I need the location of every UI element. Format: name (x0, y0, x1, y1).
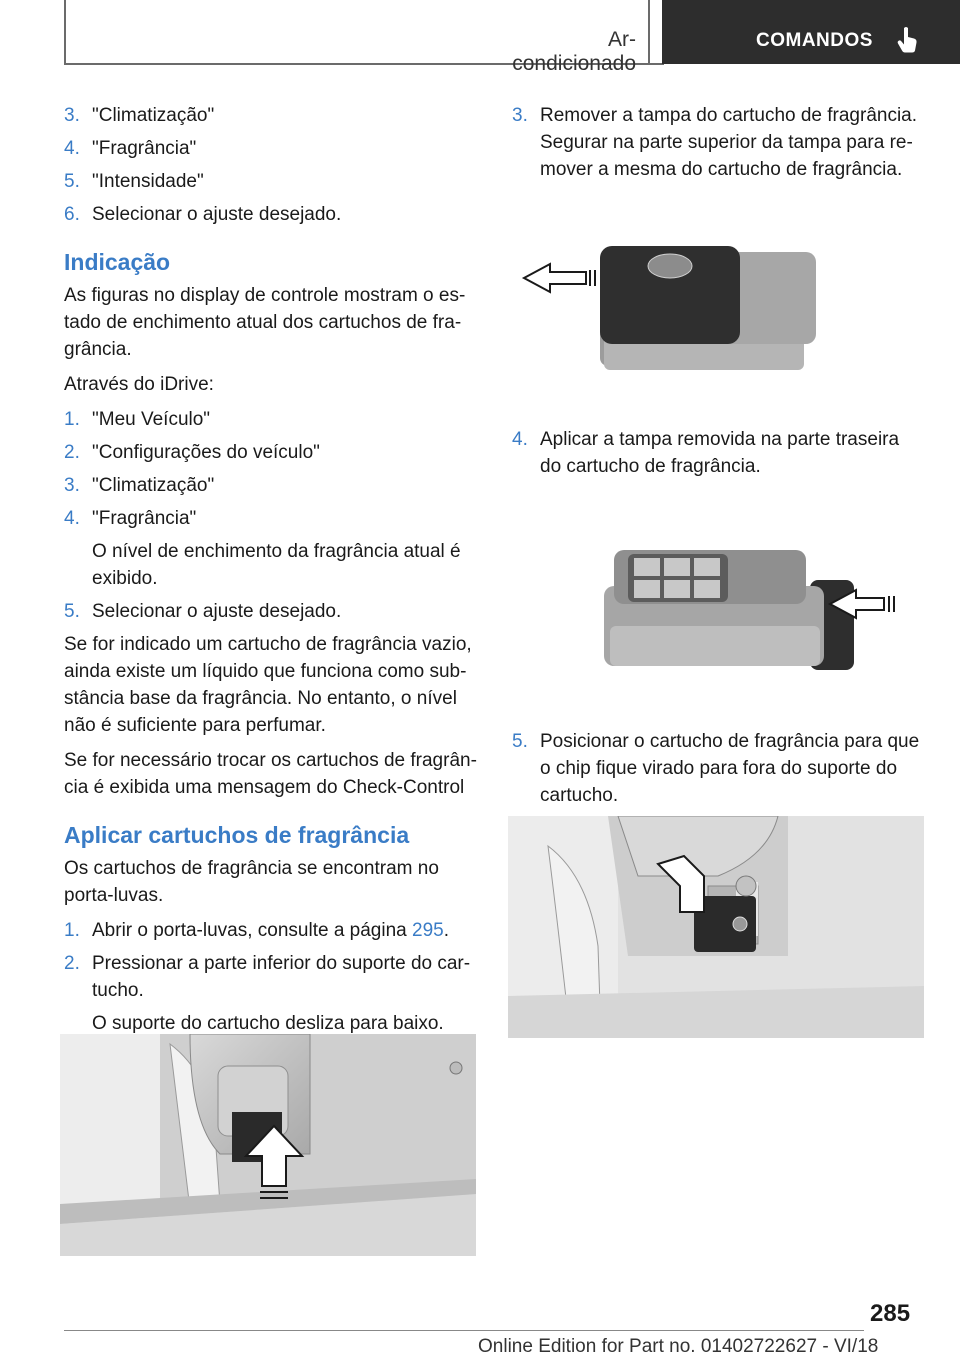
paragraph: Se for indicado um cartucho de fragrância vazio, ainda existe um líquido que funciona como substância base da fragrância. No entanto, o nível não é suficiente para perfumar. (64, 634, 472, 736)
page-reference-link[interactable]: 295 (412, 920, 444, 941)
header-rule-left (64, 0, 66, 64)
paragraph: Os cartuchos de fragrância se encontram no porta-luvas. (64, 858, 439, 906)
footer-edition: Online Edition for Part no. 01402722627 - VI/18 (478, 1336, 879, 1357)
list-item: 5. "Intensidade" (64, 171, 204, 192)
hand-pointer-icon (896, 26, 920, 54)
right-column-step5 (512, 728, 924, 815)
paragraph: As figuras no display de controle mostram o estado de enchimento atual dos cartuchos de fragrância. (64, 285, 466, 360)
heading-aplicar-cartuchos: Aplicar cartuchos de fragrância (64, 822, 410, 848)
list-item: 6. Selecionar o ajuste desejado. (64, 204, 342, 225)
left-column (64, 102, 478, 1043)
list-item: 4. "Fragrância" (64, 138, 197, 159)
list-item: 4. Aplicar a tampa removida na parte traseira do cartucho de fragrância. (512, 429, 900, 477)
list-item: 3. "Climatização" (64, 105, 215, 126)
cartridge-cap-removal-illustration (520, 238, 820, 374)
list-item: 2. "Configurações do veículo" (64, 442, 320, 463)
steps-list-a (64, 102, 478, 228)
list-item: 1. "Meu Veículo" (64, 409, 211, 430)
list-item: 3. "Climatização" (64, 475, 215, 496)
cartridge-positioning-illustration (508, 816, 924, 1038)
paragraph: Se for necessário trocar os cartuchos de fragrância é exibida uma mensagem do Check-Control (64, 750, 477, 798)
header-rule-divider (648, 0, 650, 64)
steps-list-c (64, 917, 478, 1037)
glovebox-holder-illustration (60, 1034, 476, 1256)
right-column (512, 102, 924, 189)
right-column-step4 (512, 426, 924, 486)
header-chapter-label: COMANDOS (756, 30, 873, 51)
list-item: 3. Remover a tampa do cartucho de fragrância. Segurar na parte superior da tampa para remover a mesma do cartucho de fragrância. (512, 105, 918, 180)
list-item: 1. Abrir o porta-luvas, consulte a página 295. (64, 920, 449, 941)
list-item: 2. Pressionar a parte inferior do suporte do cartucho. (64, 953, 471, 1001)
list-item: 4. "Fragrância" (64, 508, 197, 529)
list-item-note: O suporte do cartucho desliza para baixo. (92, 1013, 444, 1034)
heading-indicacao: Indicação (64, 249, 171, 275)
header-section-title: Ar-condicionado (512, 28, 636, 75)
cartridge-cap-apply-illustration (600, 546, 900, 676)
list-item-note: O nível de enchimento da fragrância atual é exibido. (92, 541, 461, 589)
footer-rule (64, 1330, 864, 1331)
steps-list-b (64, 406, 478, 625)
list-item: 5. Posicionar o cartucho de fragrância para que o chip fique virado para fora do suporte do cartucho. (512, 731, 920, 806)
paragraph: Através do iDrive: (64, 374, 214, 395)
page-number: 285 (870, 1300, 911, 1327)
list-item: 5. Selecionar o ajuste desejado. (64, 601, 342, 622)
